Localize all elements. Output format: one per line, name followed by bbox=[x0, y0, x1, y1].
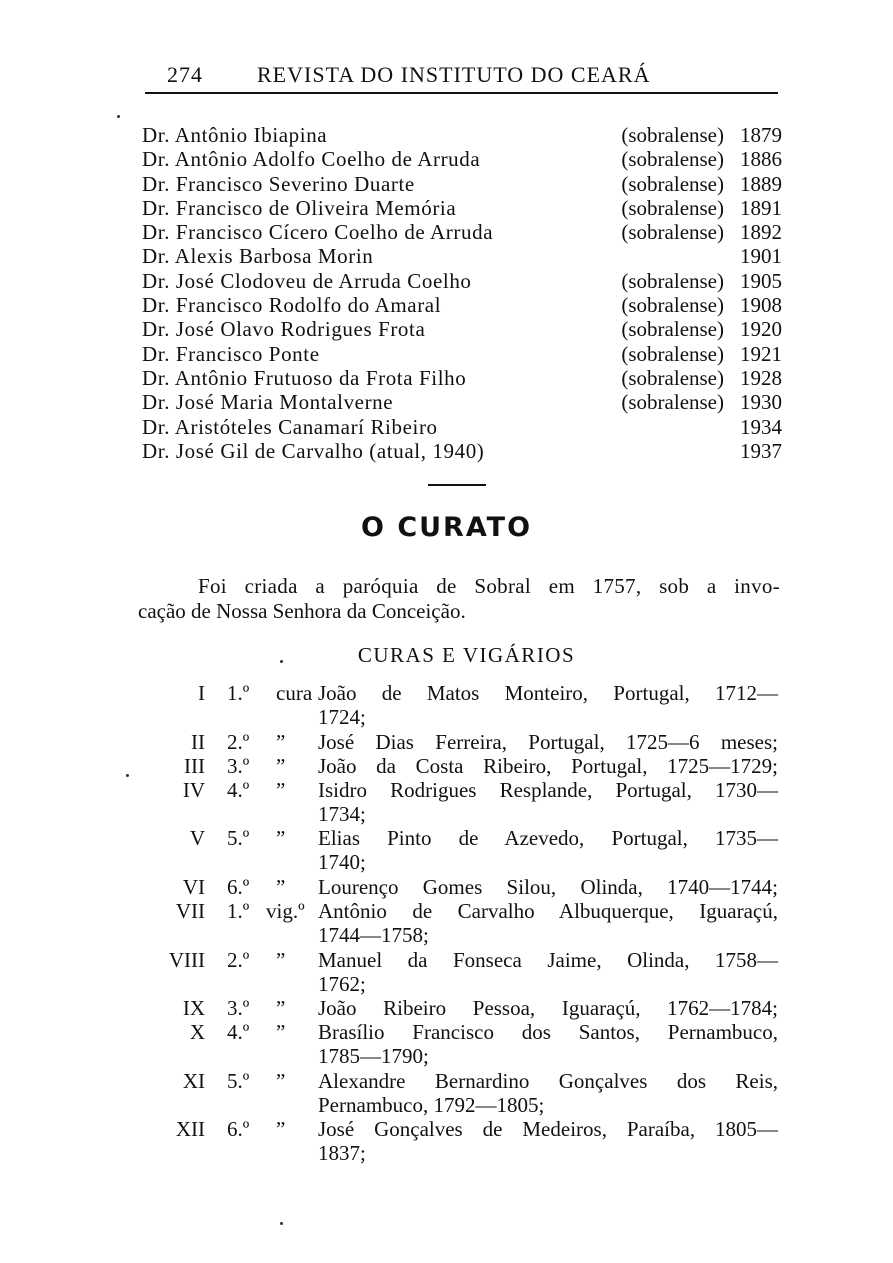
doctor-name: Dr. Antônio Frutuoso da Frota Filho bbox=[142, 365, 467, 390]
office-title: ” bbox=[276, 1117, 286, 1141]
entry-line: Alexandre Bernardino Gonçalves dos Reis, bbox=[318, 1069, 778, 1093]
ordinal: 5.º bbox=[227, 826, 250, 850]
entry-text bbox=[318, 1117, 778, 1165]
entry-text bbox=[318, 948, 778, 996]
roman-numeral: III bbox=[184, 754, 205, 778]
roman-numeral: V bbox=[189, 826, 205, 850]
entry-line: 1837; bbox=[318, 1141, 366, 1165]
entry-line: Lourenço Gomes Silou, Olinda, 1740—1744; bbox=[318, 875, 778, 899]
roman-numeral: XI bbox=[182, 1069, 205, 1093]
office-title: ” bbox=[276, 948, 286, 972]
ordinal: 1.º bbox=[227, 681, 250, 705]
roman-numeral: X bbox=[189, 1020, 205, 1044]
entry-line: João da Costa Ribeiro, Portugal, 1725—1729; bbox=[318, 754, 778, 778]
entry-line: Brasílio Francisco dos Santos, Pernambuco, bbox=[318, 1020, 778, 1044]
roman-numeral: XII bbox=[175, 1117, 205, 1141]
doctor-year: 1901 bbox=[740, 244, 782, 269]
entry-text bbox=[318, 1069, 778, 1117]
doctor-year: 1891 bbox=[740, 195, 782, 220]
office-title: ” bbox=[276, 778, 286, 802]
list-item bbox=[142, 244, 782, 268]
section-title: O CURATO bbox=[360, 512, 533, 543]
paragraph-line: Foi criada a paróquia de Sobral em 1757, sob a invo- bbox=[198, 574, 780, 598]
entry-line: 1785—1790; bbox=[318, 1044, 429, 1068]
office-title: ” bbox=[276, 1020, 286, 1044]
doctor-name: Dr. Francisco Cícero Coelho de Arruda bbox=[142, 220, 494, 245]
doctor-name: Dr. José Olavo Rodrigues Frota bbox=[142, 317, 426, 342]
doctors-list bbox=[142, 123, 782, 463]
doctor-origin: (sobralense) bbox=[621, 390, 724, 415]
doctor-origin: (sobralense) bbox=[621, 268, 724, 293]
roman-numeral: VII bbox=[175, 899, 205, 923]
entry-line: 1744—1758; bbox=[318, 923, 429, 947]
doctor-year: 1908 bbox=[740, 293, 782, 318]
page-number: 274 bbox=[167, 62, 203, 87]
ordinal: 6.º bbox=[227, 1117, 250, 1141]
doctor-name: Dr. Francisco Rodolfo do Amaral bbox=[142, 293, 442, 318]
doctor-year: 1921 bbox=[740, 341, 782, 366]
ordinal: 3.º bbox=[227, 996, 250, 1020]
office-title: ” bbox=[276, 730, 286, 754]
doctor-origin: (sobralense) bbox=[621, 341, 724, 366]
list-item bbox=[142, 220, 782, 244]
doctor-name: Dr. José Clodoveu de Arruda Coelho bbox=[142, 268, 472, 293]
office-title: cura bbox=[276, 681, 313, 705]
list-item bbox=[142, 366, 782, 390]
roman-numeral: IV bbox=[182, 778, 205, 802]
ordinal: 5.º bbox=[227, 1069, 250, 1093]
doctor-name: Dr. Francisco de Oliveira Memória bbox=[142, 195, 457, 220]
list-item bbox=[142, 196, 782, 220]
doctor-year: 1886 bbox=[740, 147, 782, 172]
list-item bbox=[142, 123, 782, 147]
roman-numeral: VI bbox=[182, 875, 205, 899]
office-title: vig.º bbox=[266, 899, 305, 923]
doctor-name: Dr. Francisco Severino Duarte bbox=[142, 171, 415, 196]
entry-line: 1762; bbox=[318, 972, 366, 996]
entry-line: Manuel da Fonseca Jaime, Olinda, 1758— bbox=[318, 948, 778, 972]
office-title: ” bbox=[276, 875, 286, 899]
print-speck bbox=[126, 774, 129, 777]
doctor-year: 1889 bbox=[740, 171, 782, 196]
entry-text bbox=[318, 875, 778, 899]
entry-text bbox=[318, 899, 778, 947]
running-title: REVISTA DO INSTITUTO DO CEARÁ bbox=[257, 62, 651, 87]
subheading: CURAS E VIGÁRIOS bbox=[357, 643, 576, 667]
entry-text bbox=[318, 778, 778, 826]
entry-text bbox=[318, 1020, 778, 1068]
doctor-origin: (sobralense) bbox=[621, 365, 724, 390]
list-item bbox=[142, 342, 782, 366]
print-speck bbox=[280, 1222, 283, 1225]
doctor-origin: (sobralense) bbox=[621, 171, 724, 196]
list-item bbox=[142, 439, 782, 463]
doctor-name: Dr. Francisco Ponte bbox=[142, 341, 320, 366]
doctor-year: 1892 bbox=[740, 220, 782, 245]
entry-line: 1740; bbox=[318, 850, 366, 874]
office-title: ” bbox=[276, 826, 286, 850]
running-header bbox=[145, 58, 778, 94]
doctor-origin: (sobralense) bbox=[621, 220, 724, 245]
roman-numeral: IX bbox=[182, 996, 205, 1020]
ordinal: 4.º bbox=[227, 778, 250, 802]
ordinal: 6.º bbox=[227, 875, 250, 899]
entry-line: João Ribeiro Pessoa, Iguaraçú, 1762—1784; bbox=[318, 996, 778, 1020]
doctor-year: 1920 bbox=[740, 317, 782, 342]
doctor-year: 1937 bbox=[740, 438, 782, 463]
list-item bbox=[142, 269, 782, 293]
doctor-name: Dr. Aristóteles Canamarí Ribeiro bbox=[142, 414, 438, 439]
entry-line: José Dias Ferreira, Portugal, 1725—6 meses; bbox=[318, 730, 778, 754]
list-item bbox=[142, 293, 782, 317]
doctor-origin: (sobralense) bbox=[621, 123, 724, 147]
entry-text bbox=[318, 754, 778, 778]
doctor-origin: (sobralense) bbox=[621, 195, 724, 220]
entry-line: Antônio de Carvalho Albuquerque, Iguaraçú, bbox=[318, 899, 778, 923]
doctor-name: Dr. José Maria Montalverne bbox=[142, 390, 394, 415]
print-speck bbox=[280, 660, 283, 663]
entry-line: 1734; bbox=[318, 802, 366, 826]
ordinal: 4.º bbox=[227, 1020, 250, 1044]
doctor-origin: (sobralense) bbox=[621, 317, 724, 342]
doctor-origin: (sobralense) bbox=[621, 147, 724, 172]
entry-line: Pernambuco, 1792—1805; bbox=[318, 1093, 545, 1117]
entry-text bbox=[318, 681, 778, 729]
list-item bbox=[142, 390, 782, 414]
paragraph-line: cação de Nossa Senhora da Conceição. bbox=[138, 599, 466, 623]
doctor-name: Dr. José Gil de Carvalho (atual, 1940) bbox=[142, 438, 485, 463]
section-divider bbox=[428, 484, 486, 486]
list-item bbox=[142, 147, 782, 171]
office-title: ” bbox=[276, 996, 286, 1020]
doctor-year: 1934 bbox=[740, 414, 782, 439]
ordinal: 2.º bbox=[227, 730, 250, 754]
print-speck bbox=[117, 115, 120, 118]
office-title: ” bbox=[276, 1069, 286, 1093]
doctor-name: Dr. Antônio Adolfo Coelho de Arruda bbox=[142, 147, 481, 172]
entry-line: Isidro Rodrigues Resplande, Portugal, 1730— bbox=[318, 778, 778, 802]
doctor-year: 1905 bbox=[740, 268, 782, 293]
entry-text bbox=[318, 730, 778, 754]
doctor-year: 1930 bbox=[740, 390, 782, 415]
doctor-year: 1928 bbox=[740, 365, 782, 390]
entry-line: João de Matos Monteiro, Portugal, 1712— bbox=[318, 681, 778, 705]
entry-text bbox=[318, 826, 778, 874]
ordinal: 1.º bbox=[227, 899, 250, 923]
roman-numeral: I bbox=[198, 681, 205, 705]
ordinal: 3.º bbox=[227, 754, 250, 778]
doctor-name: Dr. Alexis Barbosa Morin bbox=[142, 244, 374, 269]
intro-paragraph bbox=[138, 574, 780, 624]
list-item bbox=[142, 172, 782, 196]
entry-line: Elias Pinto de Azevedo, Portugal, 1735— bbox=[318, 826, 778, 850]
doctor-name: Dr. Antônio Ibiapina bbox=[142, 123, 328, 147]
entry-text bbox=[318, 996, 778, 1020]
roman-numeral: VIII bbox=[168, 948, 205, 972]
list-item bbox=[142, 317, 782, 341]
doctor-year: 1879 bbox=[740, 123, 782, 147]
office-title: ” bbox=[276, 754, 286, 778]
doctor-origin: (sobralense) bbox=[621, 293, 724, 318]
roman-numeral: II bbox=[191, 730, 205, 754]
entry-line: José Gonçalves de Medeiros, Paraíba, 1805— bbox=[318, 1117, 778, 1141]
ordinal: 2.º bbox=[227, 948, 250, 972]
entry-line: 1724; bbox=[318, 705, 366, 729]
list-item bbox=[142, 415, 782, 439]
